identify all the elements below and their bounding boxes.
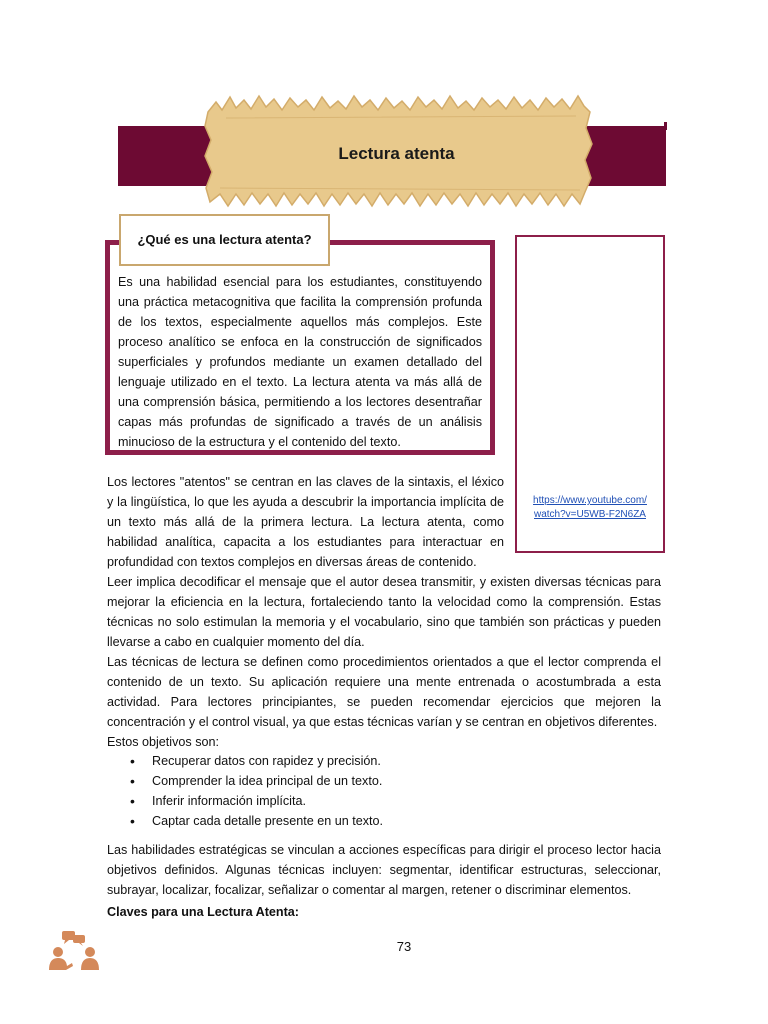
list-item: • Recuperar datos con rapidez y precisión. [152, 751, 662, 771]
video-link-line1[interactable]: https://www.youtube.com/ [533, 495, 647, 506]
banner-bar-edge [664, 122, 667, 130]
list-item: • Inferir información implícita. [152, 791, 662, 811]
definition-heading: ¿Qué es una lectura atenta? [137, 232, 312, 247]
paragraph-lectores: Los lectores "atentos" se centran en las claves de la sintaxis, el léxico y la lingüística, lo que les ayuda a descubrir la importancia implícita de un texto más allá de la primera lectura. La lectura atenta, como habilidad analítica, capacita a los estudiantes para interactuar en profundidad con textos complejos en diversas áreas de contenido. [107, 475, 504, 569]
objectives-list [107, 751, 662, 831]
paragraph-leer: Leer implica decodificar el mensaje que el autor desea transmitir, y existen diversas técnicas para mejorar la eficiencia en la lectura, fortaleciendo tanto la velocidad como la comprensión. Estas técnicas no solo estimulan la memoria y el vocabulario, sino que también son prácticas y pueden llevarse a cabo en cualquier momento del día. [107, 575, 661, 649]
definition-text: Es una habilidad esencial para los estudiantes, constituyendo una práctica metacognitiva que facilita la comprensión profunda de los textos, especialmente aquellos más complejos. Este proceso analítico se enfoca en la construcción de significados superficiales y profundos mediante un examen detallado del lenguaje utilizado en el texto. La lectura atenta va más allá de una comprensión básica, permitiendo a los lectores desentrañar capas más profundas de significado a través de un análisis minucioso de la estructura y el contenido del texto. [118, 275, 482, 449]
paragraph-habilidades: Las habilidades estratégicas se vinculan a acciones específicas para dirigir el proceso lector hacia objetivos definidos. Algunas técnicas incluyen: segmentar, identificar estructuras, seleccionar, subrayar, localizar, focalizar, señalizar o comentar al margen, retener o discriminar elementos. [107, 843, 661, 897]
people-talking-icon [46, 930, 102, 972]
video-link-line2[interactable]: watch?v=U5WB-F2N6ZA [534, 509, 646, 520]
section-heading-claves: Claves para una Lectura Atenta: [107, 905, 299, 919]
page-number: 73 [396, 939, 412, 954]
list-item: • Captar cada detalle presente en un texto. [152, 811, 662, 831]
page-title: Lectura atenta [338, 144, 455, 163]
video-link[interactable] [519, 494, 661, 522]
paragraph-objetivos: Estos objetivos son: [107, 735, 220, 749]
list-item: • Comprender la idea principal de un texto. [152, 771, 662, 791]
paragraph-tecnicas: Las técnicas de lectura se definen como procedimientos orientados a que el lector comprenda el contenido de un texto. Su aplicación requiere una mente entrenada o acostumbrada a esta actividad. Para lectores principiantes, se pueden recomendar ejercicios que mejoren la concentración y el control visual, ya que estas técnicas varían y se centran en objetivos diferentes. [107, 655, 661, 729]
